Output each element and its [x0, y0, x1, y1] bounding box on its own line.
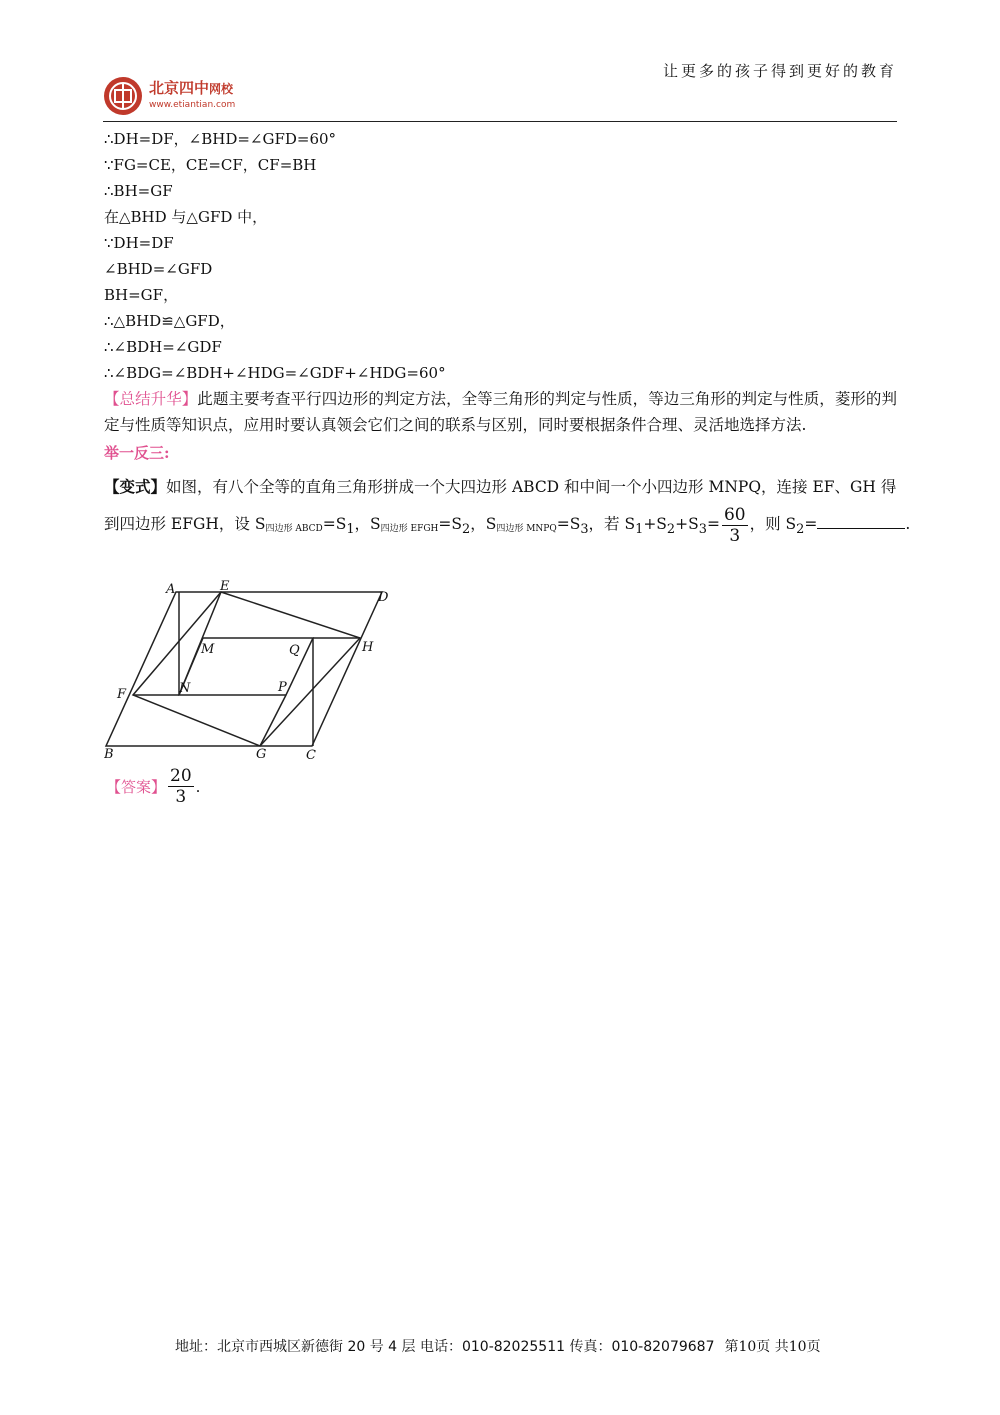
- proof-line: ∴DH=DF，∠BHD=∠GFD=60°: [104, 130, 337, 148]
- answer-frac-num: 20: [170, 766, 192, 786]
- variant-end: .: [905, 515, 911, 533]
- label-p: P: [278, 680, 287, 695]
- quad-efgh: [133, 592, 360, 746]
- answer-line: [106, 766, 200, 807]
- proof-line: 在△BHD 与△GFD 中，: [104, 208, 268, 226]
- proof-line: ∠BHD=∠GFD: [104, 260, 213, 278]
- label-m: M: [201, 642, 215, 657]
- label-d: D: [378, 590, 389, 605]
- subscript-mnpq: 四边形 MNPQ: [496, 524, 557, 534]
- logo-sub: 网校: [209, 81, 234, 96]
- label-f: F: [117, 687, 127, 702]
- label-c: C: [306, 748, 316, 763]
- idx-2: 2: [461, 522, 471, 538]
- logo-url: www.etiantian.com: [149, 99, 236, 110]
- proof-line: ∴△BHD≌△GFD，: [104, 312, 235, 330]
- label-g: G: [256, 747, 267, 762]
- variant-text-1: 如图，有八个全等的直角三角形拼成一个大四边形 ABCD 和中间一个小四边形 MNPQ，连接 EF、GH 得: [166, 478, 897, 496]
- proof-line: ∴BH=GF: [104, 182, 173, 200]
- cond-c: +S: [675, 515, 699, 533]
- label-e: E: [220, 580, 230, 594]
- answer-label: 【答案】: [106, 778, 167, 796]
- subscript-efgh: 四边形 EFGH: [380, 524, 439, 534]
- logo-brand: [149, 80, 235, 113]
- cond-idx-2: 2: [666, 522, 676, 538]
- label-b: B: [104, 747, 114, 762]
- sep-1: ，S: [354, 515, 381, 533]
- seg-pg: [260, 695, 286, 746]
- variant-paragraph: [104, 474, 897, 500]
- section-title: 举一反三:: [104, 444, 170, 462]
- document-body: [104, 126, 911, 548]
- logo: [103, 76, 235, 116]
- logo-name: 北京四中: [149, 78, 210, 97]
- header-rule: [103, 121, 897, 122]
- cond-idx-3: 3: [698, 522, 707, 538]
- summary-paragraph: [104, 386, 897, 438]
- summary-text: 此题主要考查平行四边形的判定方法，全等三角形的判定与性质，等边三角形的判定与性质，菱形的判定与性质等知识点，应用时要认真领会它们之间的联系与区别，同时要根据条件合理、灵活地选择方法.: [104, 390, 897, 434]
- logo-emblem-icon: [103, 76, 143, 116]
- answer-end: .: [195, 777, 201, 796]
- seg-en: [179, 592, 221, 695]
- footer: [175, 1336, 821, 1356]
- label-a: A: [166, 582, 176, 597]
- proof-line: ∵DH=DF: [104, 234, 174, 252]
- ask-idx: 2: [796, 522, 805, 538]
- proof-line: BH=GF，: [104, 286, 179, 304]
- geometry-figure: [104, 580, 404, 765]
- variant-label: 【变式】: [104, 477, 167, 496]
- idx-1: 1: [346, 522, 355, 538]
- proof-line: ∵FG=CE，CE=CF，CF=BH: [104, 156, 317, 174]
- footer-address: 地址：北京市西城区新德街 20 号 4 层 电话：010-82025511 传真：010-82079687: [175, 1339, 715, 1355]
- eq-1: =S: [322, 515, 347, 533]
- label-q: Q: [289, 643, 300, 658]
- proof-line: ∴∠BDG=∠BDH+∠HDG=∠GDF+∠HDG=60°: [104, 364, 446, 382]
- ask-a: ，则 S: [749, 515, 797, 533]
- proof-line: ∴∠BDH=∠GDF: [104, 338, 222, 356]
- sep-2: ，S: [470, 515, 497, 533]
- fraction-60-3: [722, 505, 748, 546]
- label-n: N: [179, 681, 191, 696]
- footer-pages: 第10页 共10页: [724, 1339, 821, 1355]
- idx-3: 3: [580, 522, 589, 538]
- quad-abcd: [106, 592, 382, 746]
- variant-formula-line: [104, 500, 911, 548]
- eq-2: =S: [438, 515, 462, 533]
- variant-text-2: 到四边形 EFGH，设 S: [104, 515, 266, 533]
- label-h: H: [362, 640, 374, 655]
- cond-d: =: [706, 515, 720, 533]
- frac-num: 60: [723, 504, 746, 525]
- eq-3: =S: [556, 515, 581, 533]
- cond-b: +S: [643, 515, 667, 533]
- answer-frac-den: 3: [175, 787, 187, 807]
- cond-idx-1: 1: [635, 522, 644, 538]
- answer-fraction: [168, 766, 194, 807]
- ask-b: =: [804, 515, 818, 533]
- frac-den: 3: [729, 525, 741, 546]
- subscript-abcd: 四边形 ABCD: [265, 524, 323, 534]
- answer-blank[interactable]: [817, 512, 905, 529]
- header-slogan: 让更多的孩子得到更好的教育: [662, 62, 897, 80]
- summary-label: 【总结升华】: [104, 390, 198, 408]
- cond-a: ，若 S: [588, 515, 636, 533]
